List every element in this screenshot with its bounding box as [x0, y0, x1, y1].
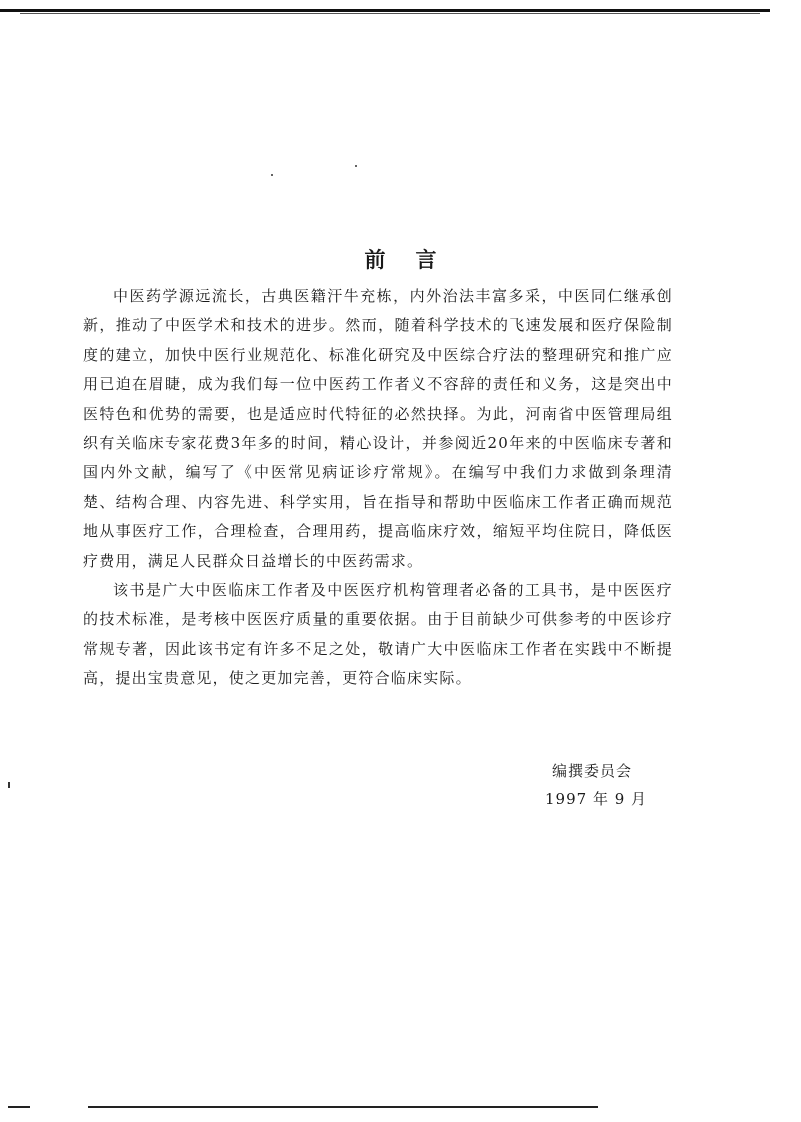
margin-mark [8, 782, 10, 788]
bottom-border-line [88, 1106, 598, 1108]
top-border-line [0, 9, 770, 12]
signature-block [545, 757, 675, 813]
preface-body [83, 282, 673, 694]
paragraph-1: 中医药学源远流长，古典医籍汗牛充栋，内外治法丰富多采，中医同仁继承创新，推动了中医学术和技术的进步。然而，随着科学技术的飞速发展和医疗保险制度的建立，加快中医行业规范化、标准化研究及中医综合疗法的整理研究和推广应用已迫在眉睫，成为我们每一位中医药工作者义不容辞的责任和义务，这是突出中医特色和优势的需要，也是适应时代特征的必然抉择。为此，河南省中医管理局组织有关临床专家花费3年多的时间，精心设计，并参阅近20年来的中医临床专著和国内外文献，编写了《中医常见病证诊疗常规》。在编写中我们力求做到条理清楚、结构合理、内容先进、科学实用，旨在指导和帮助中医临床工作者正确而规范地从事医疗工作，合理检查，合理用药，提高临床疗效，缩短平均住院日，降低医疗费用，满足人民群众日益增长的中医药需求。 [83, 287, 673, 570]
paragraph-2: 该书是广大中医临床工作者及中医医疗机构管理者必备的工具书，是中医医疗的技术标准，是考核中医医疗质量的重要依据。由于目前缺少可供参考的中医诊疗常规专著，因此该书定有许多不足之处，敬请广大中医临床工作者在实践中不断提高，提出宝贵意见，使之更加完善，更符合临床实际。 [83, 581, 673, 688]
bottom-left-line [8, 1106, 30, 1108]
scan-speck [355, 165, 357, 167]
signature-date: 1997 年 9 月 [545, 790, 648, 808]
page-title: 前言 [364, 247, 467, 273]
signature-author: 编撰委员会 [552, 762, 633, 780]
top-border-line-thin [20, 13, 760, 14]
scan-speck [271, 174, 273, 176]
